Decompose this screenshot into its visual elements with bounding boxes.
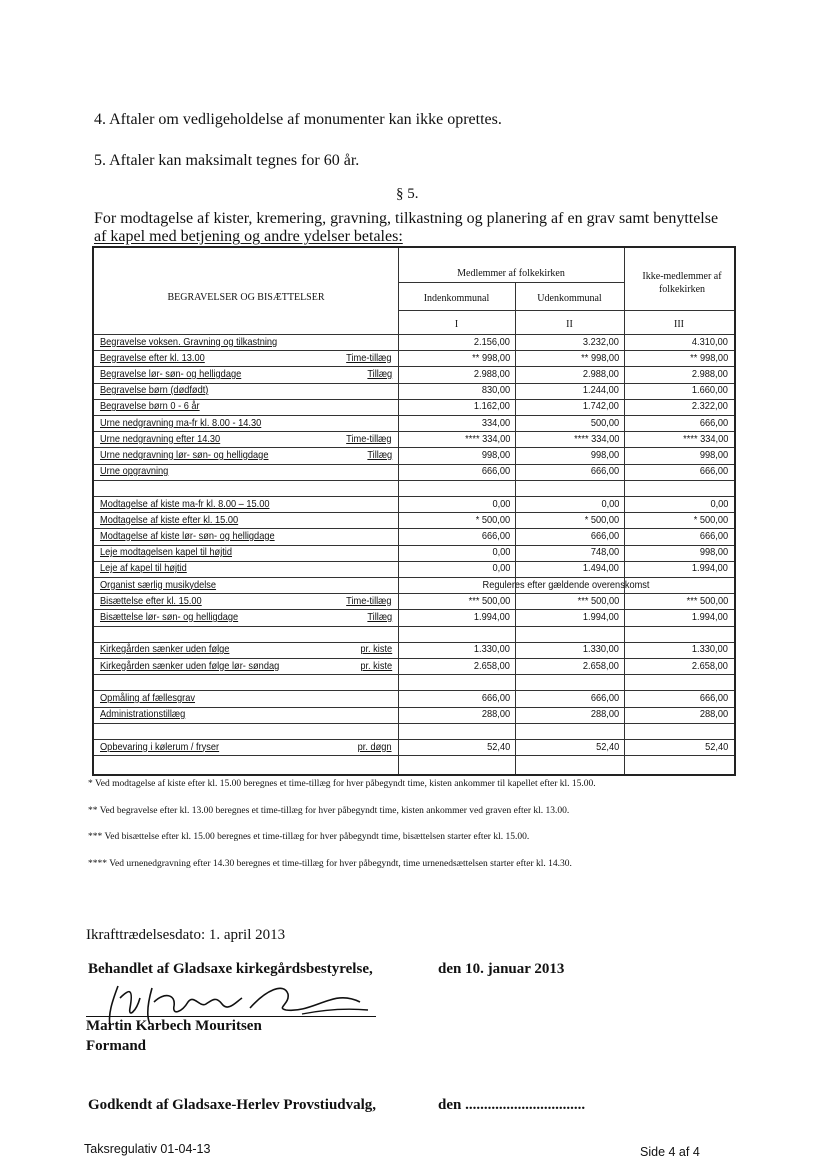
row-label: Modtagelse af kiste lør- søn- og helligdage <box>100 529 275 542</box>
row-value-col-3: 1.330,00 <box>692 643 728 656</box>
row-value-col-2: 1.330,00 <box>583 643 619 656</box>
row-value-col-1: 666,00 <box>481 465 510 478</box>
row-value-col-3: **** 334,00 <box>682 432 728 445</box>
row-value-col-2: 666,00 <box>590 691 619 704</box>
row-label: Opbevaring i kølerum / fryser <box>100 740 220 753</box>
table-header-out-municipality: Udenkommunal <box>537 293 602 304</box>
table-row-divider <box>94 545 734 546</box>
row-label: Kirkegården sænker uden følge lør- søndag <box>100 659 280 672</box>
row-label: Leje af kapel til højtid <box>100 562 187 575</box>
table-header-col-2: II <box>566 319 573 330</box>
row-unit: Tillæg <box>367 448 392 461</box>
row-value-col-3: ** 998,00 <box>689 351 728 364</box>
table-header-col-1: I <box>454 319 459 330</box>
row-value-col-1: **** 334,00 <box>464 432 510 445</box>
row-value-col-1: 666,00 <box>481 691 510 704</box>
footer-document-id: Taksregulativ 01-04-13 <box>84 1142 211 1156</box>
table-row-divider <box>94 755 734 756</box>
row-value-col-3: *** 500,00 <box>686 594 728 607</box>
table-row-divider <box>94 642 734 643</box>
signer-name: Martin Karbech Mouritsen <box>86 1018 262 1034</box>
row-value-col-1: 1.994,00 <box>474 610 510 623</box>
row-value-col-3: * 500,00 <box>693 513 728 526</box>
row-value-col-2: 1.742,00 <box>583 400 619 413</box>
item-4-text: 4. Aftaler om vedligeholdelse af monumenter kan ikke oprettes. <box>94 111 502 128</box>
row-value-col-3: 1.994,00 <box>692 610 728 623</box>
row-value-col-2: 52,40 <box>595 740 619 753</box>
table-header-non-members: Ikke-medlemmer af folkekirken <box>642 271 722 295</box>
row-value-col-1: ** 998,00 <box>471 351 510 364</box>
row-value-col-1: 2.988,00 <box>474 367 510 380</box>
row-label: Begravelse voksen. Gravning og tilkastning <box>100 335 278 348</box>
row-value-col-3: 998,00 <box>699 448 728 461</box>
row-value-col-2: 666,00 <box>590 465 619 478</box>
row-label: Urne nedgravning ma-fr kl. 8.00 - 14.30 <box>100 416 262 429</box>
row-value-col-2: **** 334,00 <box>573 432 619 445</box>
footnote-2: ** Ved begravelse efter kl. 13.00 beregnes et time-tillæg for hver påbegyndt time, kisten ankommer ved graven efter kl. 13.00. <box>88 806 570 816</box>
row-value-col-2: 1.994,00 <box>583 610 619 623</box>
row-value-col-3: 2.658,00 <box>692 659 728 672</box>
table-row-divider <box>94 739 734 740</box>
row-value-col-1: 998,00 <box>481 448 510 461</box>
row-value-col-2: 0,00 <box>601 497 619 510</box>
row-value-col-2: * 500,00 <box>584 513 619 526</box>
row-unit: Tillæg <box>367 367 392 380</box>
signature-line <box>86 1016 376 1017</box>
row-value-col-1: 0,00 <box>492 497 510 510</box>
row-value-col-1: * 500,00 <box>475 513 510 526</box>
row-value-col-2: 3.232,00 <box>583 335 619 348</box>
row-merged-value: Reguleres efter gældende overenskomst <box>482 578 650 591</box>
effective-date: Ikrafttrædelsesdato: 1. april 2013 <box>86 927 286 943</box>
row-label: Urne nedgravning lør- søn- og helligdage <box>100 448 269 461</box>
table-row-divider <box>94 496 734 497</box>
row-value-col-1: 666,00 <box>481 529 510 542</box>
signer-title: Formand <box>86 1038 146 1054</box>
treated-by: Behandlet af Gladsaxe kirkegårdsbestyrelse, <box>88 961 373 977</box>
row-value-col-3: 0,00 <box>710 497 728 510</box>
footnote-3: *** Ved bisættelse efter kl. 15.00 beregnes et time-tillæg for hver påbegyndt time, bisættelsen starter efter kl. 15.00. <box>88 832 530 842</box>
row-value-col-1: 830,00 <box>481 384 510 397</box>
table-row-divider <box>94 723 734 724</box>
row-label: Begravelse efter kl. 13.00 <box>100 351 205 364</box>
table-header-members: Medlemmer af folkekirken <box>457 268 565 279</box>
row-value-col-3: 2.322,00 <box>692 400 728 413</box>
row-value-col-1: 334,00 <box>481 416 510 429</box>
table-row-divider <box>94 528 734 529</box>
item-5-text: 5. Aftaler kan maksimalt tegnes for 60 år. <box>94 152 360 169</box>
row-value-col-3: 1.994,00 <box>692 562 728 575</box>
row-value-col-1: 0,00 <box>492 562 510 575</box>
row-label: Opmåling af fællesgrav <box>100 691 196 704</box>
row-value-col-1: *** 500,00 <box>468 594 510 607</box>
row-value-col-2: 748,00 <box>590 546 619 559</box>
row-label: Begravelse børn (dødfødt) <box>100 384 209 397</box>
row-label: Urne opgravning <box>100 465 169 478</box>
row-value-col-1: 2.156,00 <box>474 335 510 348</box>
intro-paragraph-line-1: For modtagelse af kister, kremering, gravning, tilkastning og planering af en grav samt benyttelse <box>94 210 719 227</box>
row-value-col-2: 1.244,00 <box>583 384 619 397</box>
row-value-col-3: 998,00 <box>699 546 728 559</box>
table-row-divider <box>94 674 734 675</box>
table-row-divider <box>94 512 734 513</box>
row-label: Bisættelse efter kl. 15.00 <box>100 594 202 607</box>
row-value-col-2: 998,00 <box>590 448 619 461</box>
row-value-col-1: 288,00 <box>481 708 510 721</box>
table-row-divider <box>94 399 734 400</box>
table-row-divider <box>94 480 734 481</box>
table-row-divider <box>94 577 734 578</box>
row-value-col-3: 4.310,00 <box>692 335 728 348</box>
table-row-divider <box>94 626 734 627</box>
row-unit: Time-tillæg <box>346 594 392 607</box>
row-value-col-2: 666,00 <box>590 529 619 542</box>
row-label: Kirkegården sænker uden følge <box>100 643 230 656</box>
row-value-col-3: 1.660,00 <box>692 384 728 397</box>
row-unit: pr. kiste <box>360 643 392 656</box>
row-value-col-2: 288,00 <box>590 708 619 721</box>
row-value-col-3: 2.988,00 <box>692 367 728 380</box>
row-value-col-1: 52,40 <box>486 740 510 753</box>
table-row-divider <box>94 658 734 659</box>
row-label: Leje modtagelsen kapel til højtid <box>100 546 233 559</box>
treated-date: den 10. januar 2013 <box>438 961 565 977</box>
approved-date: den ................................ <box>438 1097 586 1113</box>
table-row-divider <box>94 415 734 416</box>
row-unit: Tillæg <box>367 610 392 623</box>
row-value-col-3: 666,00 <box>699 416 728 429</box>
row-value-col-2: 500,00 <box>590 416 619 429</box>
row-label: Urne nedgravning efter 14.30 <box>100 432 221 445</box>
table-row-divider <box>94 350 734 351</box>
footnote-4: **** Ved urnenedgravning efter 14.30 beregnes et time-tillæg for hver påbegyndt, time urnenedsættelsen starter efter kl. 14.30. <box>88 859 572 869</box>
row-label: Modtagelse af kiste ma-fr kl. 8.00 – 15.00 <box>100 497 270 510</box>
table-header-in-municipality: Indenkommunal <box>423 293 490 304</box>
footnote-1: * Ved modtagelse af kiste efter kl. 15.00 beregnes et time-tillæg for hver påbegyndt time, kisten ankommer til kapellet efter kl. 15.00. <box>88 779 596 789</box>
row-label: Organist særlig musikydelse <box>100 578 217 591</box>
table-row-divider <box>94 707 734 708</box>
table-header-col-3: III <box>674 319 684 330</box>
table-header-category: BEGRAVELSER OG BISÆTTELSER <box>167 292 325 303</box>
row-label: Begravelse lør- søn- og helligdage <box>100 367 242 380</box>
table-row-divider <box>94 609 734 610</box>
row-unit: Time-tillæg <box>346 351 392 364</box>
fee-table <box>92 246 736 776</box>
footer-page-number: Side 4 af 4 <box>640 1145 700 1159</box>
table-row-divider <box>94 447 734 448</box>
row-unit: pr. døgn <box>358 740 392 753</box>
intro-paragraph-line-2: af kapel med betjening og andre ydelser betales: <box>94 228 403 245</box>
row-value-col-2: 1.494,00 <box>583 562 619 575</box>
row-value-col-3: 52,40 <box>704 740 728 753</box>
row-unit: Time-tillæg <box>346 432 392 445</box>
row-unit: pr. kiste <box>360 659 392 672</box>
table-row-divider <box>94 383 734 384</box>
row-label: Begravelse børn 0 - 6 år <box>100 400 200 413</box>
table-row-divider <box>94 464 734 465</box>
table-row-divider <box>94 561 734 562</box>
row-value-col-2: ** 998,00 <box>580 351 619 364</box>
table-row-divider <box>94 593 734 594</box>
row-value-col-2: 2.988,00 <box>583 367 619 380</box>
section-heading: § 5. <box>396 186 419 202</box>
row-value-col-2: *** 500,00 <box>577 594 619 607</box>
row-value-col-3: 666,00 <box>699 691 728 704</box>
approved-by: Godkendt af Gladsaxe-Herlev Provstiudvalg, <box>88 1097 377 1113</box>
row-value-col-1: 1.330,00 <box>474 643 510 656</box>
row-value-col-3: 666,00 <box>699 465 728 478</box>
table-row-divider <box>94 431 734 432</box>
row-value-col-1: 1.162,00 <box>474 400 510 413</box>
row-value-col-3: 666,00 <box>699 529 728 542</box>
row-value-col-1: 2.658,00 <box>474 659 510 672</box>
row-label: Bisættelse lør- søn- og helligdage <box>100 610 239 623</box>
row-value-col-2: 2.658,00 <box>583 659 619 672</box>
row-label: Administrationstillæg <box>100 708 186 721</box>
row-value-col-3: 288,00 <box>699 708 728 721</box>
table-row-divider <box>94 690 734 691</box>
row-value-col-1: 0,00 <box>492 546 510 559</box>
row-label: Modtagelse af kiste efter kl. 15.00 <box>100 513 239 526</box>
table-row-divider <box>94 366 734 367</box>
